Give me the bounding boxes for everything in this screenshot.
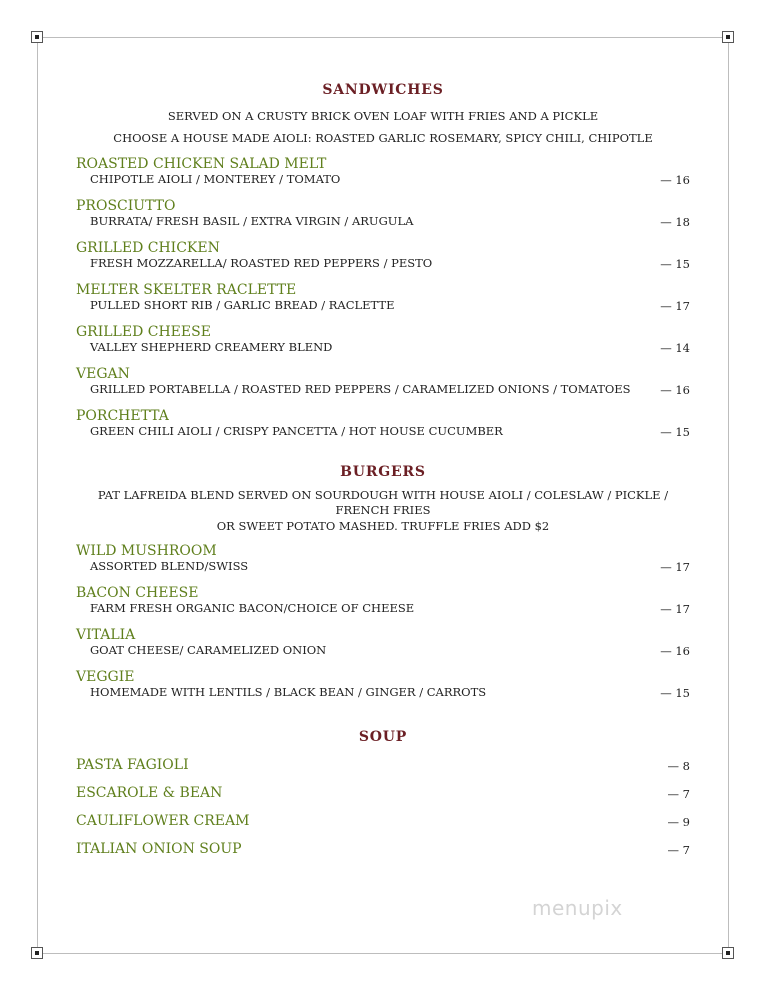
item-price: — 14	[660, 341, 690, 355]
item-name: VITALIA	[76, 627, 136, 643]
menu-item	[76, 585, 690, 627]
frame-right	[728, 42, 729, 948]
item-name: ROASTED CHICKEN SALAD MELT	[76, 156, 327, 172]
item-price: — 15	[660, 425, 690, 439]
menu-item	[76, 813, 690, 841]
item-description: GREEN CHILI AIOLI / CRISPY PANCETTA / HOT HOUSE CUCUMBER	[90, 424, 503, 438]
item-description: GOAT CHEESE/ CARAMELIZED ONION	[90, 643, 327, 657]
menu-item	[76, 324, 690, 366]
item-name: PROSCIUTTO	[76, 198, 176, 214]
menu-item	[76, 669, 690, 711]
frame-left	[37, 42, 38, 948]
menu-item	[76, 366, 690, 408]
menu-item	[76, 156, 690, 198]
menu-item	[76, 841, 690, 869]
item-price: — 16	[660, 383, 690, 397]
item-name: GRILLED CHEESE	[76, 324, 211, 340]
burgers-note-2: OR SWEET POTATO MASHED. TRUFFLE FRIES ADD $2	[216, 519, 550, 533]
corner-bottom-right	[722, 947, 734, 959]
item-price: — 7	[667, 787, 690, 801]
corner-bottom-left	[31, 947, 43, 959]
item-price: — 7	[667, 843, 690, 857]
burgers-note-1: PAT LAFREIDA BLEND SERVED ON SOURDOUGH WITH HOUSE AIOLI / COLESLAW / PICKLE / FRENCH FRIES	[97, 488, 669, 517]
item-price: — 15	[660, 686, 690, 700]
burgers-section	[76, 464, 690, 711]
sandwiches-note-1: SERVED ON A CRUSTY BRICK OVEN LOAF WITH FRIES AND A PICKLE	[167, 109, 599, 123]
frame-top	[42, 37, 723, 38]
item-description: FARM FRESH ORGANIC BACON/CHOICE OF CHEESE	[90, 601, 415, 615]
menu-item	[76, 282, 690, 324]
item-name: VEGAN	[76, 366, 130, 382]
menu-item	[76, 785, 690, 813]
item-price: — 15	[660, 257, 690, 271]
sandwiches-note-2: CHOOSE A HOUSE MADE AIOLI: ROASTED GARLIC ROSEMARY, SPICY CHILI, CHIPOTLE	[113, 131, 653, 145]
item-description: FRESH MOZZARELLA/ ROASTED RED PEPPERS / PESTO	[90, 256, 433, 270]
item-description: VALLEY SHEPHERD CREAMERY BLEND	[90, 340, 333, 354]
item-price: — 17	[660, 560, 690, 574]
item-name: PASTA FAGIOLI	[76, 757, 189, 773]
corner-top-left	[31, 31, 43, 43]
item-price: — 9	[667, 815, 690, 829]
item-price: — 16	[660, 644, 690, 658]
item-price: — 8	[667, 759, 690, 773]
sandwiches-title: SANDWICHES	[322, 82, 444, 98]
menupix-watermark: menupix	[532, 896, 623, 920]
soup-section	[76, 729, 690, 869]
item-name: BACON CHEESE	[76, 585, 199, 601]
item-name: ESCAROLE & BEAN	[76, 785, 223, 801]
frame-bottom	[42, 953, 723, 954]
item-description: BURRATA/ FRESH BASIL / EXTRA VIRGIN / ARUGULA	[90, 214, 414, 228]
menu-item	[76, 198, 690, 240]
item-price: — 18	[660, 215, 690, 229]
corner-top-right	[722, 31, 734, 43]
item-name: CAULIFLOWER CREAM	[76, 813, 250, 829]
item-name: GRILLED CHICKEN	[76, 240, 220, 256]
item-price: — 17	[660, 299, 690, 313]
soup-title: SOUP	[358, 729, 408, 745]
item-description: ASSORTED BLEND/SWISS	[90, 559, 249, 573]
item-name: PORCHETTA	[76, 408, 169, 424]
sandwiches-section	[76, 82, 690, 450]
menu-item	[76, 627, 690, 669]
menu-item	[76, 240, 690, 282]
item-description: GRILLED PORTABELLA / ROASTED RED PEPPERS / CARAMELIZED ONIONS / TOMATOES	[90, 382, 631, 396]
item-description: HOMEMADE WITH LENTILS / BLACK BEAN / GINGER / CARROTS	[90, 685, 487, 699]
item-name: ITALIAN ONION SOUP	[76, 841, 242, 857]
item-description: PULLED SHORT RIB / GARLIC BREAD / RACLETTE	[90, 298, 395, 312]
item-name: MELTER SKELTER RACLETTE	[76, 282, 297, 298]
menu-item	[76, 543, 690, 585]
item-description: CHIPOTLE AIOLI / MONTEREY / TOMATO	[90, 172, 341, 186]
menu-item	[76, 757, 690, 785]
item-price: — 16	[660, 173, 690, 187]
burgers-title: BURGERS	[340, 464, 426, 480]
menu-content	[76, 80, 690, 869]
menu-item	[76, 408, 690, 450]
item-name: WILD MUSHROOM	[76, 543, 217, 559]
item-price: — 17	[660, 602, 690, 616]
item-name: VEGGIE	[76, 669, 135, 685]
